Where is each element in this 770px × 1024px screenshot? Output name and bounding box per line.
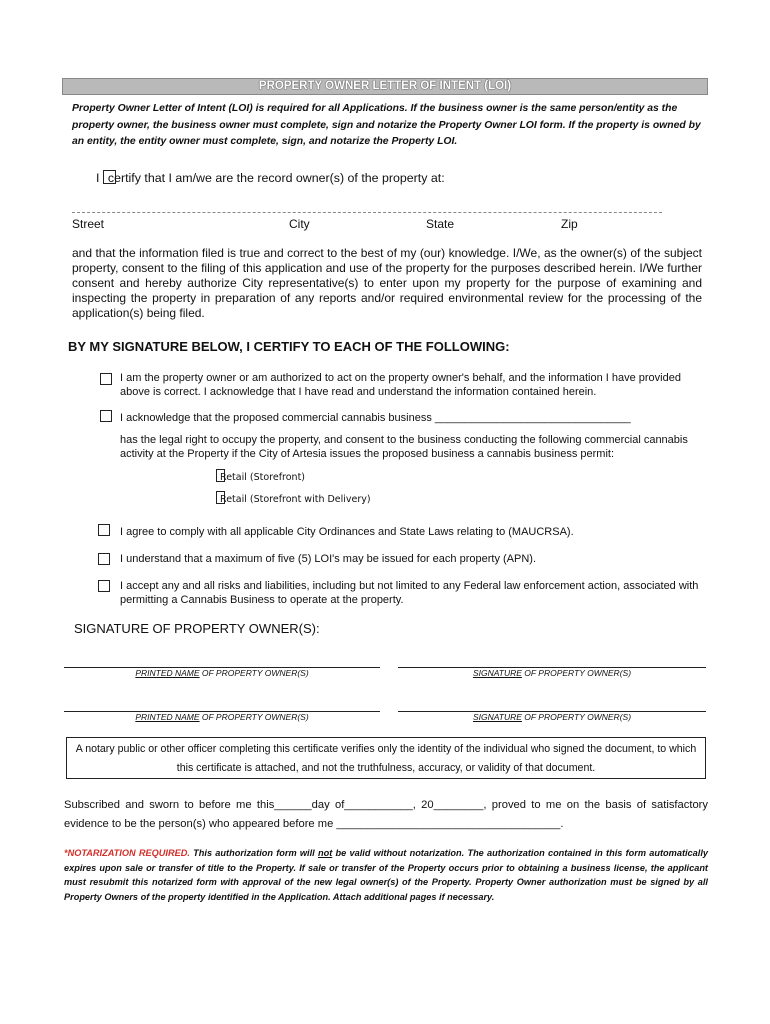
maximum-text: I understand that a maximum of five (5) LOI's may be issued for each property (APN). [120, 553, 536, 565]
notary-disclaimer-box [66, 737, 706, 779]
consent-paragraph: and that the information filed is true and correct to the best of my (our) knowledge. I/We, as the owner(s) of the subject property, consent to the filing of this application and use of the property for the purposes described herein. I/We further consent and hereby authorize City representative(s) to enter upon my property for the purpose of examining and inspecting the property in preparation of any reports and/or required environmental review for the processing of the application(s) being filed. [72, 246, 702, 320]
printed-name-label-2: PRINTED NAME OF PROPERTY OWNER(S) [135, 712, 309, 722]
form-title: PROPERTY OWNER LETTER OF INTENT (LOI) [258, 80, 512, 92]
acknowledge-continuation: has the legal right to occupy the property, and consent to the business conducting the following commercial cannabis activity at the Property if the City of Artesia issues the proposed business a cannabis business permit: [120, 434, 688, 460]
owner-authorized-checkbox[interactable] [100, 373, 112, 385]
intro-text: Property Owner Letter of Intent (LOI) is required for all Applications. If the business owner is the same person/entity as the property owner, the business owner must complete, sign and notarize the Property Owner LOI form. If the property is owned by an entity, the entity owner must complete, sign, and notarize the Property LOI. [72, 103, 701, 147]
city-label: City [289, 217, 310, 231]
address-line[interactable] [72, 212, 662, 213]
state-label: State [426, 217, 455, 231]
notarization-note: *NOTARIZATION REQUIRED. This authorization form will not be valid without notarization. The authorization contained in this form automatically expires upon sale or transfer of title to the Property. If sale or transfer of the Property occurs prior to obtaining a business license, the applicant must resubmit this notarized form with approval of the new legal owner(s) of the Property. Property Owner authorization must be signed by all Property Owners of the property identified in the Application. Attach additional pages if necessary. [64, 848, 708, 902]
signature-label-1: SIGNATURE OF PROPERTY OWNER(S) [472, 668, 632, 678]
subscribed-sworn-text: Subscribed and sworn to before me this______day of___________, 20________, proved to me on the basis of satisfactory evidence to be the person(s) who appeared before me ____________________________________. [64, 799, 708, 830]
notarization-required-label: *NOTARIZATION REQUIRED. [64, 848, 190, 858]
zip-label: Zip [561, 217, 578, 231]
owner-authorized-text: I am the property owner or am authorized to act on the property owner's behalf, and the information I have provided above is correct. I acknowledge that I have read and understand the information contained herein. [120, 372, 681, 398]
maximum-checkbox[interactable] [98, 553, 110, 565]
risks-text: I accept any and all risks and liabilities, including but not limited to any Federal law enforcement action, associated with permitting a Cannabis Business to operate at the property. [120, 580, 699, 606]
signature-heading: SIGNATURE OF PROPERTY OWNER(S): [74, 621, 320, 636]
retail-delivery-option[interactable]: Retail (Storefront with Delivery) [216, 491, 371, 505]
section-heading: BY MY SIGNATURE BELOW, I CERTIFY TO EACH OF THE FOLLOWING: [68, 339, 510, 354]
risks-checkbox[interactable] [98, 580, 110, 592]
street-label: Street [72, 217, 105, 231]
comply-text: I agree to comply with all applicable City Ordinances and State Laws relating to (MAUCRSA). [120, 526, 574, 538]
retail-storefront-option[interactable]: Retail (Storefront) [216, 469, 305, 483]
certify-statement: I certify that I am/we are the record owner(s) of the property at: [96, 171, 445, 185]
acknowledge-text: I acknowledge that the proposed commercial cannabis business ________________________________ [120, 412, 631, 424]
notary-disclaimer-text: A notary public or other officer completing this certificate verifies only the identity of the individual who signed the document, to which this certificate is attached, and not the truthfulness, accuracy, or validity of that document. [75, 743, 697, 774]
signature-label-2: SIGNATURE OF PROPERTY OWNER(S) [472, 712, 632, 722]
acknowledge-checkbox[interactable] [100, 410, 112, 422]
comply-checkbox[interactable] [98, 524, 110, 536]
printed-name-label-1: PRINTED NAME OF PROPERTY OWNER(S) [135, 668, 309, 678]
form-title-bar [62, 78, 708, 95]
